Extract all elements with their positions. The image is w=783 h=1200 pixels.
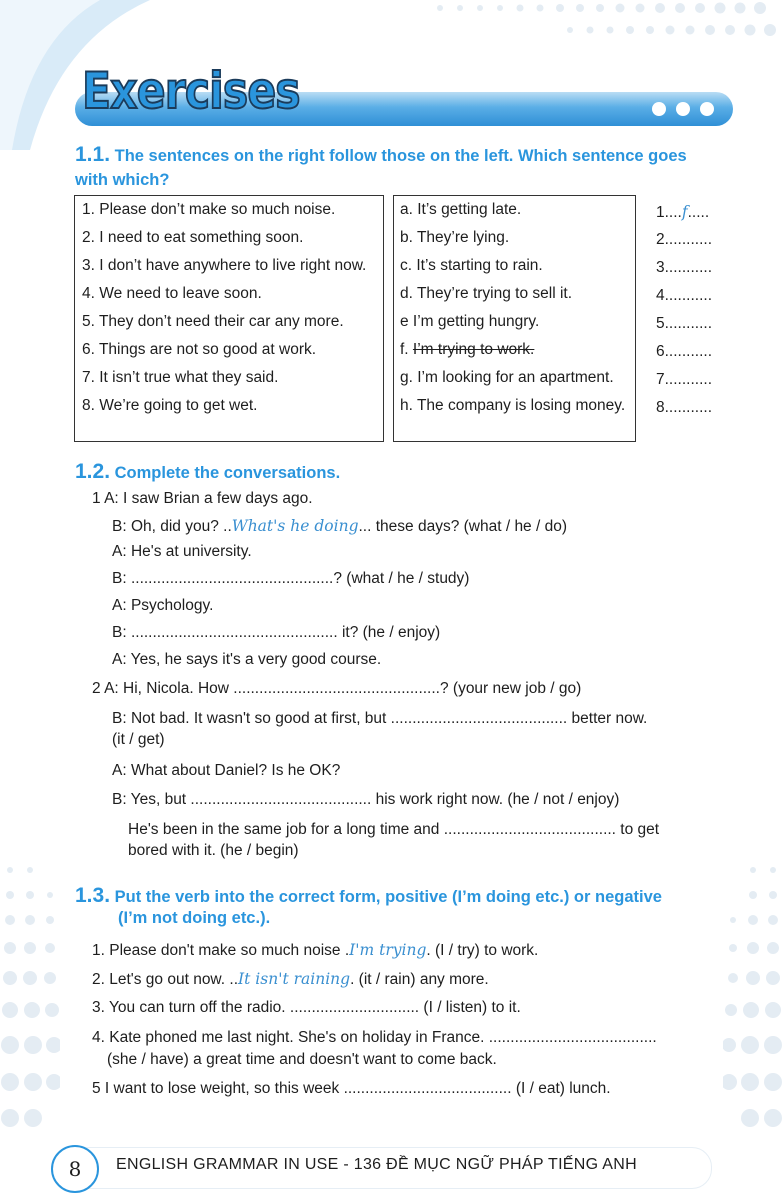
handwritten-example: What's he doing bbox=[231, 517, 359, 535]
left-sentence: 5. They don’t need their car any more. bbox=[82, 313, 344, 330]
answer-slot[interactable] bbox=[656, 343, 712, 361]
answer-slot[interactable] bbox=[656, 259, 712, 277]
answer-number: 5 bbox=[656, 315, 665, 332]
dialogue-line: A: Psychology. bbox=[112, 597, 214, 614]
dialogue-line: A: What about Daniel? Is he OK? bbox=[112, 762, 341, 779]
exercise-instruction: The sentences on the right follow those on the left. Which sentence goes bbox=[114, 147, 687, 165]
exercise-number: 1.1. bbox=[75, 143, 111, 166]
exercise-instruction: Complete the conversations. bbox=[114, 464, 341, 482]
answer-dots: ........... bbox=[664, 315, 712, 332]
answer-dots: ........... bbox=[664, 259, 712, 276]
answer-number: 7 bbox=[656, 371, 665, 388]
exercise-instruction: Put the verb into the correct form, positive (I’m doing etc.) or negative bbox=[114, 888, 662, 906]
exercise-1-1-heading bbox=[75, 143, 687, 168]
exercise-item: (she / have) a great time and doesn't want to come back. bbox=[107, 1051, 497, 1068]
right-sentence-example bbox=[400, 341, 534, 359]
dialogue-line: 1 A: I saw Brian a few days ago. bbox=[92, 490, 313, 507]
right-sentence: b. They’re lying. bbox=[400, 229, 510, 246]
answer-dots: .... bbox=[664, 204, 682, 221]
answer-slot[interactable] bbox=[656, 203, 709, 222]
left-sentence: 8. We’re going to get wet. bbox=[82, 397, 258, 414]
dialogue-line: He's been in the same job for a long time and ........................................ to get bbox=[128, 821, 660, 838]
dialogue-line: B: ................................................ it? (he / enjoy) bbox=[112, 624, 441, 641]
right-sentence: h. The company is losing money. bbox=[400, 397, 626, 414]
answer-dots: ..... bbox=[687, 204, 710, 221]
right-sentence: c. It’s starting to rain. bbox=[400, 257, 543, 274]
exercise-item: 4. Kate phoned me last night. She's on holiday in France. ....................................... bbox=[92, 1029, 657, 1046]
exercise-text: . (it / rain) any more. bbox=[350, 971, 489, 988]
right-sentence: e I’m getting hungry. bbox=[400, 313, 540, 330]
exercise-item bbox=[92, 941, 538, 960]
dialogue-line: bored with it. (he / begin) bbox=[128, 842, 299, 859]
answer-example: f bbox=[681, 203, 688, 221]
dialogue-text: ... these days? (what / he / do) bbox=[358, 518, 568, 535]
decorative-dots-left bbox=[0, 860, 60, 1140]
page-number: 8 bbox=[51, 1145, 99, 1193]
decorative-dots-right bbox=[723, 860, 783, 1140]
right-sentence-letter: f. bbox=[400, 341, 413, 358]
answer-dots: ........... bbox=[664, 371, 712, 388]
answer-dots: ........... bbox=[664, 231, 712, 248]
right-sentence: d. They’re trying to sell it. bbox=[400, 285, 573, 302]
page-title: Exercises bbox=[82, 62, 300, 120]
exercise-1-2-heading bbox=[75, 460, 340, 485]
exercise-item bbox=[92, 970, 489, 989]
answer-slot[interactable] bbox=[656, 287, 712, 305]
dialogue-line: B: Not bad. It wasn't so good at first, but ......................................... better now. bbox=[112, 710, 648, 727]
exercise-instruction-cont: (I’m not doing etc.). bbox=[118, 909, 271, 927]
answer-number: 1 bbox=[656, 204, 665, 221]
left-sentence: 3. I don’t have anywhere to live right now. bbox=[82, 257, 367, 274]
footer-book-title: ENGLISH GRAMMAR IN USE - 136 ĐỀ MỤC NGỮ PHÁP TIẾNG ANH bbox=[116, 1156, 637, 1173]
answer-dots: ........... bbox=[664, 287, 712, 304]
left-sentence: 6. Things are not so good at work. bbox=[82, 341, 317, 358]
dialogue-line: A: He's at university. bbox=[112, 543, 252, 560]
exercise-item: 3. You can turn off the radio. .............................. (I / listen) to it. bbox=[92, 999, 521, 1016]
right-sentence: a. It’s getting late. bbox=[400, 201, 522, 218]
answer-slot[interactable] bbox=[656, 231, 712, 249]
handwritten-example: I'm trying bbox=[349, 941, 427, 959]
answer-slot[interactable] bbox=[656, 315, 712, 333]
dialogue-line bbox=[112, 517, 567, 536]
answer-number: 6 bbox=[656, 343, 665, 360]
left-sentence: 1. Please don’t make so much noise. bbox=[82, 201, 336, 218]
exercise-instruction-cont: with which? bbox=[75, 171, 170, 189]
banner-dot-icon bbox=[700, 102, 714, 116]
banner-dot-icon bbox=[676, 102, 690, 116]
dialogue-line: (it / get) bbox=[112, 731, 165, 748]
banner-dot-icon bbox=[652, 102, 666, 116]
decorative-dots-top bbox=[420, 0, 783, 60]
answer-slot[interactable] bbox=[656, 371, 712, 389]
exercise-number: 1.2. bbox=[75, 460, 111, 483]
exercise-number: 1.3. bbox=[75, 884, 111, 907]
struck-example: I’m trying to work. bbox=[412, 341, 535, 358]
answer-number: 3 bbox=[656, 259, 665, 276]
answer-dots: ........... bbox=[664, 399, 712, 416]
answer-number: 8 bbox=[656, 399, 665, 416]
left-sentence: 2. I need to eat something soon. bbox=[82, 229, 304, 246]
dialogue-text: B: Oh, did you? .. bbox=[112, 518, 232, 535]
dialogue-line: B: ...............................................? (what / he / study) bbox=[112, 570, 470, 587]
answer-slot[interactable] bbox=[656, 399, 712, 417]
right-sentence: g. I’m looking for an apartment. bbox=[400, 369, 614, 386]
answer-dots: ........... bbox=[664, 343, 712, 360]
handwritten-example: It isn't raining bbox=[238, 970, 351, 988]
exercise-text: . (I / try) to work. bbox=[426, 942, 539, 959]
left-sentence: 7. It isn’t true what they said. bbox=[82, 369, 279, 386]
answer-number: 4 bbox=[656, 287, 665, 304]
exercise-text: 1. Please don't make so much noise . bbox=[92, 942, 350, 959]
dialogue-line: 2 A: Hi, Nicola. How ................................................? (your new job / go) bbox=[92, 680, 582, 697]
answer-number: 2 bbox=[656, 231, 665, 248]
exercise-item: 5 I want to lose weight, so this week ....................................... (I / eat) lunch. bbox=[92, 1080, 611, 1097]
exercise-text: 2. Let's go out now. .. bbox=[92, 971, 239, 988]
dialogue-line: A: Yes, he says it's a very good course. bbox=[112, 651, 382, 668]
left-sentence: 4. We need to leave soon. bbox=[82, 285, 262, 302]
dialogue-line: B: Yes, but .......................................... his work right now. (he / not / enjoy) bbox=[112, 791, 620, 808]
